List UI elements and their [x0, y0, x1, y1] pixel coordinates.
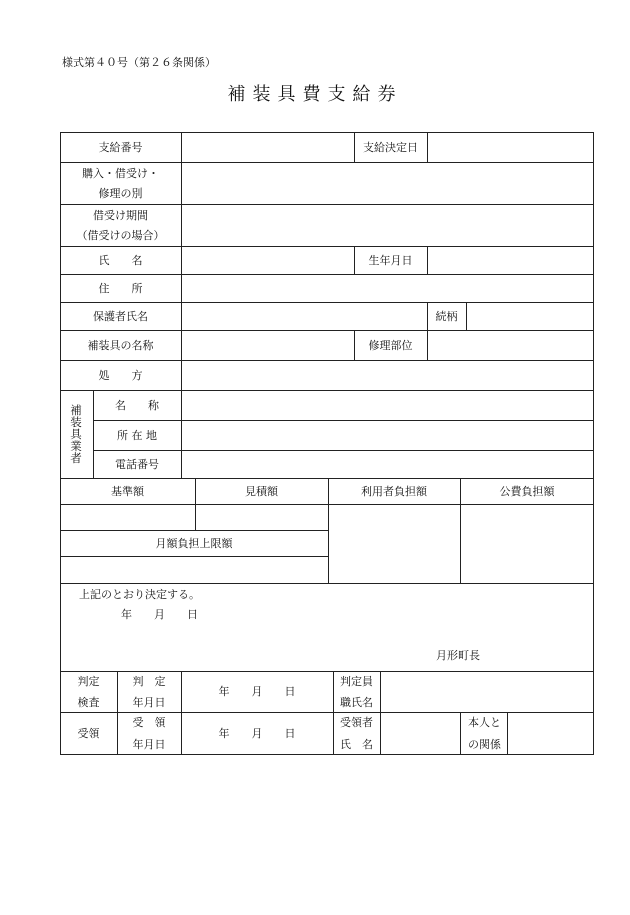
receipt-date-label-line1: 受 領: [132, 716, 166, 729]
judge-label-line2: 職氏名: [340, 696, 373, 709]
page-title: 補装具費支給券: [227, 84, 403, 105]
device-name-label: 補装具の名称: [87, 339, 154, 352]
relationship-label: 続柄: [435, 310, 458, 323]
mayor-label: 月形町長: [436, 649, 480, 662]
judge-label-line1: 判定員: [340, 675, 373, 688]
vendor-phone-label: 電話番号: [115, 458, 159, 471]
judgement-date-label-line2: 年月日: [132, 696, 166, 709]
judgement-date-field[interactable]: 年 月 日: [218, 685, 296, 698]
receipt-date-field[interactable]: 年 月 日: [218, 727, 296, 740]
estimate-amount-label: 見積額: [245, 485, 278, 498]
guardian-name-label: 保護者氏名: [93, 310, 148, 323]
form-number: 様式第４０号（第２６条関係）: [62, 56, 216, 69]
name-label: 氏 名: [98, 254, 143, 267]
repair-part-label: 修理部位: [368, 339, 413, 352]
payment-number-label: 支給番号: [98, 141, 143, 154]
standard-amount-label: 基準額: [111, 485, 144, 498]
birth-date-label: 生年月日: [368, 254, 413, 267]
public-burden-label: 公費負担額: [499, 485, 555, 498]
vendor-name-label: 名 称: [115, 399, 159, 412]
user-burden-label: 利用者負担額: [361, 485, 427, 498]
decision-statement: 上記のとおり決定する。: [79, 588, 200, 601]
category-label-line2: 修理の別: [98, 187, 143, 200]
address-label: 住 所: [98, 282, 143, 295]
relation-label-line1: 本人と: [468, 716, 501, 729]
relation-label-line2: の関係: [468, 738, 501, 751]
rental-period-label-line2: （借受けの場合）: [76, 229, 165, 242]
payment-voucher-form: [60, 132, 594, 755]
payment-decision-date-label: 支給決定日: [363, 141, 418, 154]
judgement-label-line2: 検査: [77, 696, 100, 709]
receipt-label: 受領: [77, 727, 100, 740]
rental-period-label-line1: 借受け期間: [93, 209, 148, 222]
judgement-label-line1: 判定: [77, 675, 100, 688]
monthly-cap-label: 月額負担上限額: [155, 537, 233, 550]
decision-date: 年 月 日: [121, 608, 198, 621]
recipient-label-line2: 氏 名: [340, 738, 373, 751]
recipient-label-line1: 受領者: [340, 716, 373, 729]
category-label-line1: 購入・借受け・: [82, 167, 159, 180]
judgement-date-label-line1: 判 定: [132, 675, 166, 688]
form-grid-lines: [60, 132, 594, 755]
vendor-group-label: 補 装 具 業 者: [70, 403, 82, 465]
prescription-label: 処 方: [98, 369, 143, 382]
receipt-date-label-line2: 年月日: [132, 738, 166, 751]
vendor-location-label: 所 在 地: [117, 429, 157, 442]
